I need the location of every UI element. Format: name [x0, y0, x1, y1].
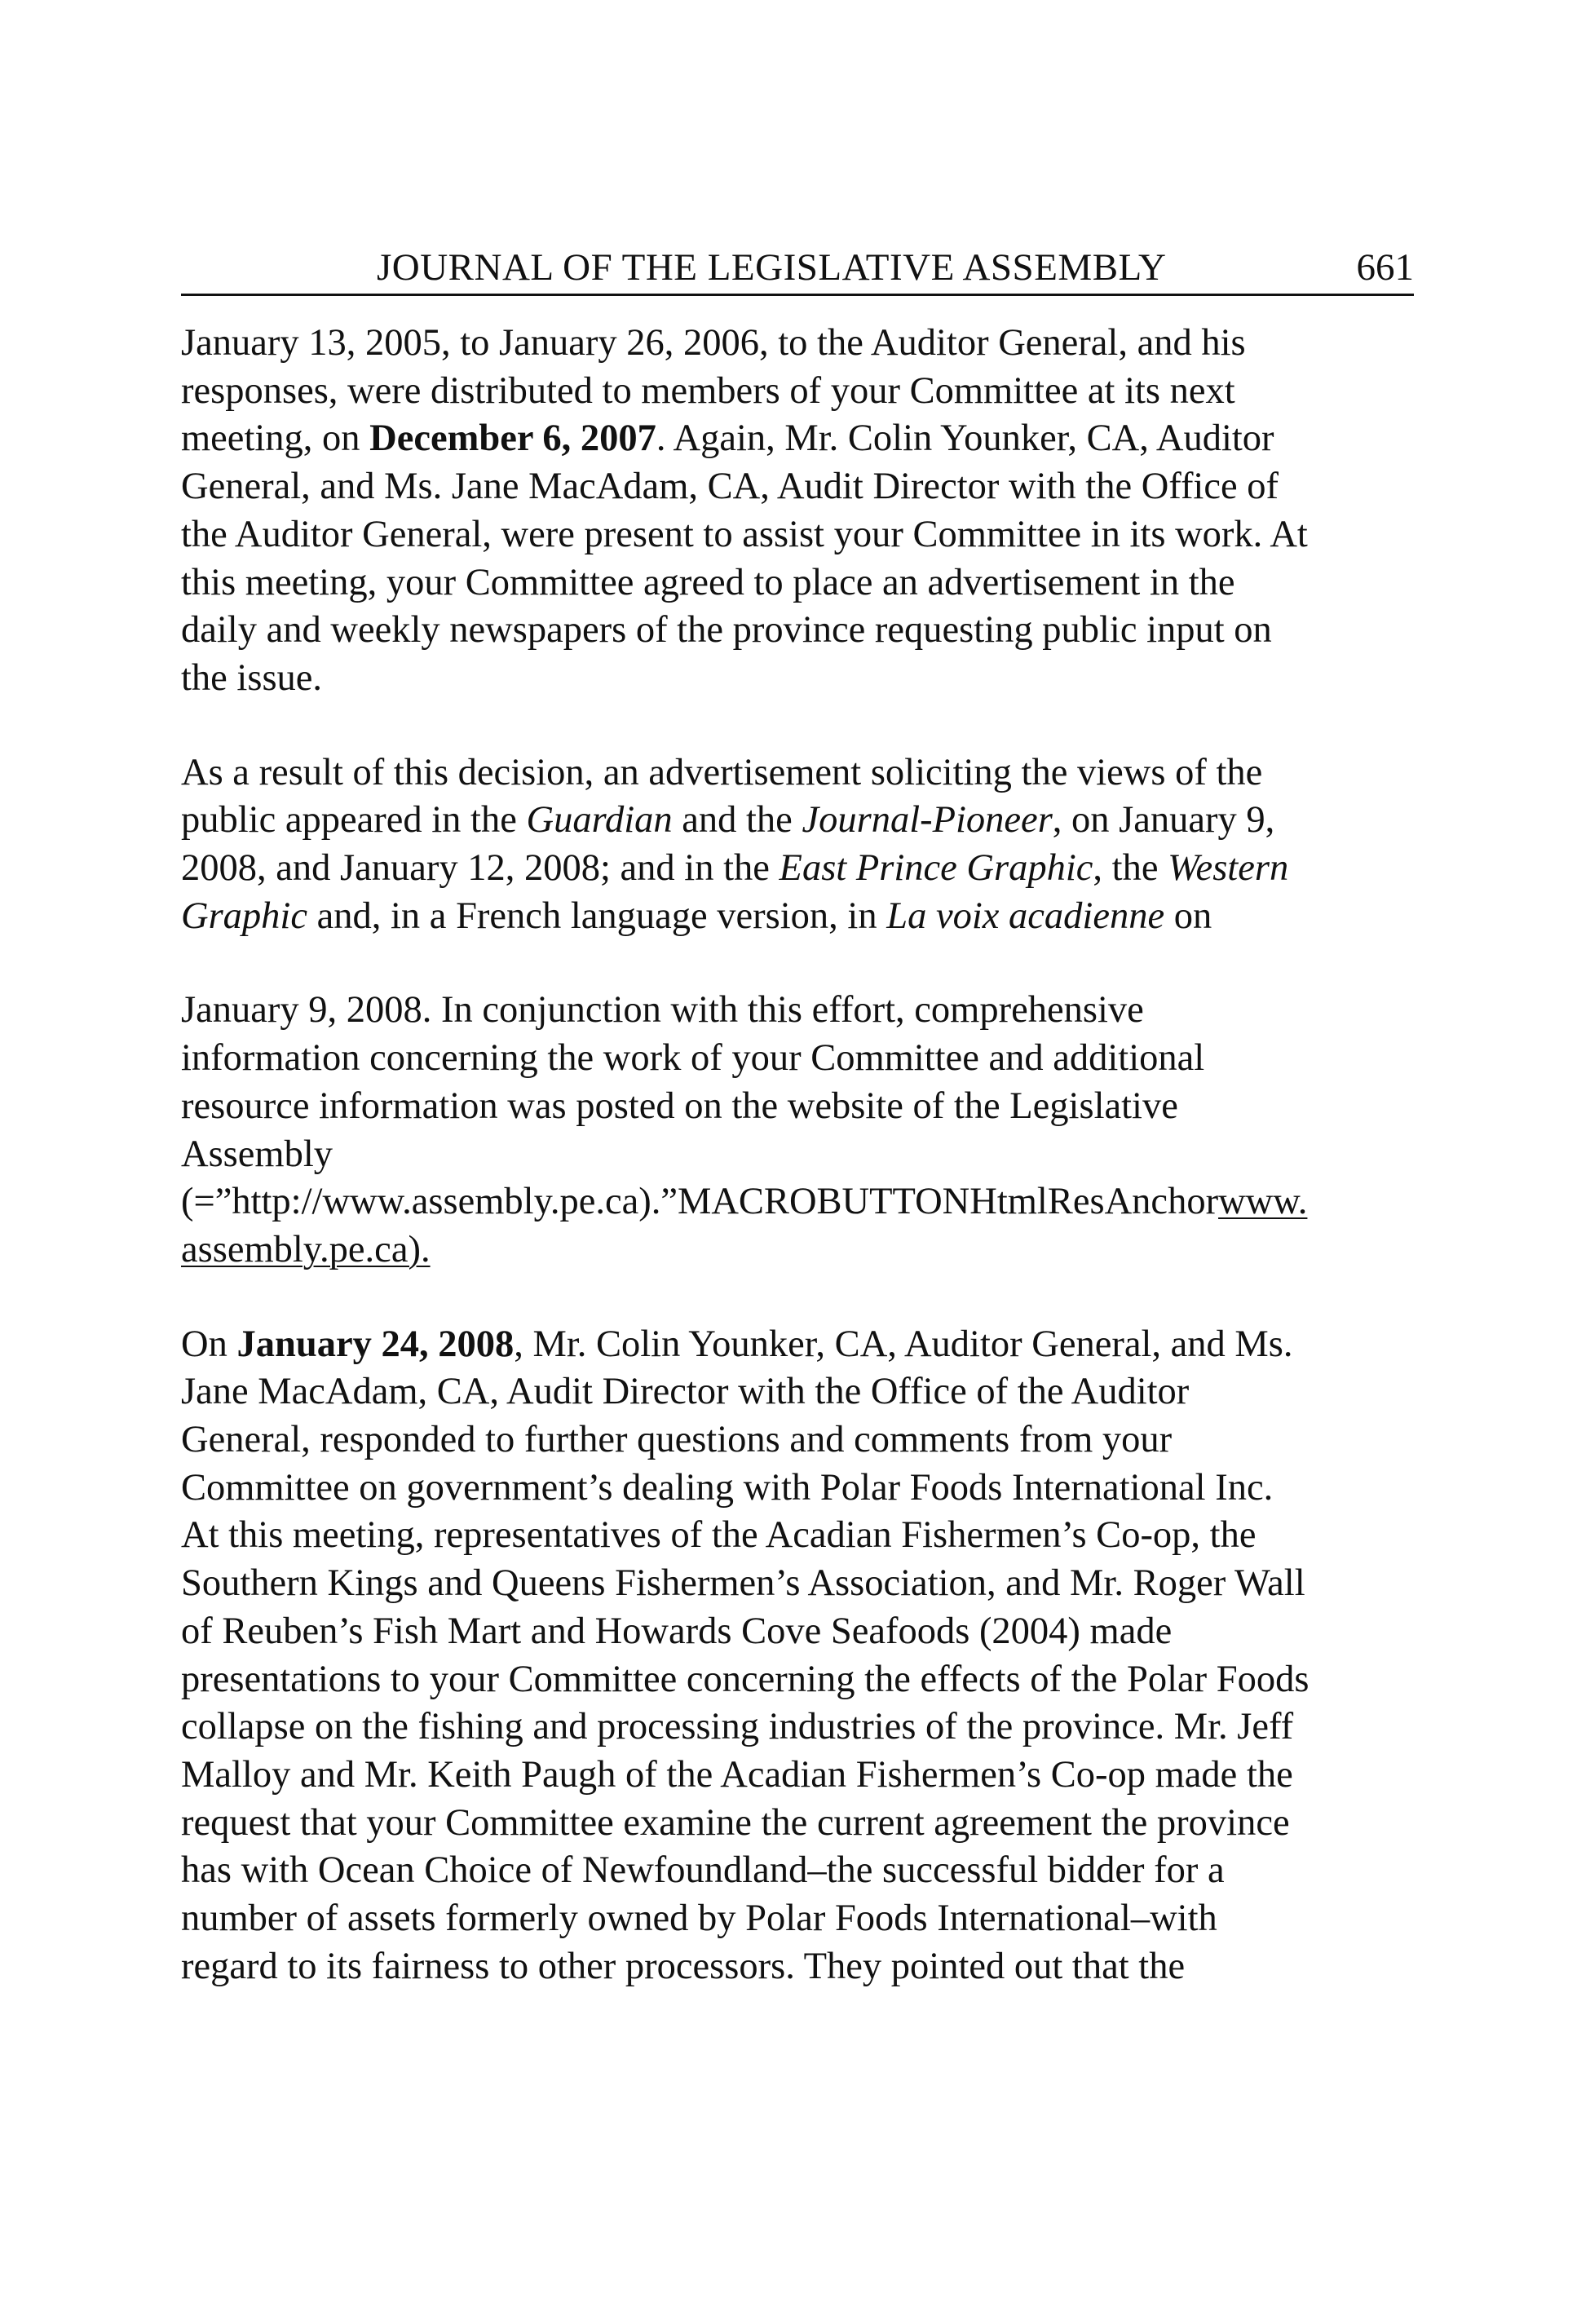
- text-line: information concerning the work of your Committee and additional: [181, 1037, 1205, 1080]
- text-line: the issue.: [181, 656, 323, 699]
- text-line: Southern Kings and Queens Fishermen’s Association, and Mr. Roger Wall: [181, 1562, 1305, 1605]
- text-line: number of assets formerly owned by Polar Foods International–with: [181, 1898, 1217, 1940]
- text-line: presentations to your Committee concerning the effects of the Polar Foods: [181, 1658, 1310, 1700]
- text-line: has with Ocean Choice of Newfoundland–the successful bidder for a: [181, 1849, 1225, 1892]
- paragraph-spacer: [181, 1275, 1420, 1321]
- text-line: January 13, 2005, to January 26, 2006, to the Auditor General, and his: [181, 322, 1246, 364]
- text-run: . Again, Mr. Colin Younker, CA, Auditor: [656, 418, 1274, 460]
- text-line: At this meeting, representatives of the Acadian Fishermen’s Co-op, the: [181, 1514, 1257, 1557]
- text-run: public appeared in the: [181, 799, 527, 842]
- text-run: On: [181, 1323, 237, 1365]
- paragraph-1: [181, 320, 1420, 703]
- text-run: and, in a French language version, in: [307, 895, 887, 937]
- text-line: [181, 415, 1420, 463]
- text-line: of Reuben’s Fish Mart and Howards Cove Seafoods (2004) made: [181, 1610, 1173, 1652]
- meeting-date-bold: December 6, 2007: [369, 418, 656, 460]
- text-line: Committee on government’s dealing with Polar Foods International Inc.: [181, 1466, 1274, 1509]
- text-line: responses, were distributed to members of your Committee at its next: [181, 369, 1235, 412]
- text-run: , on January 9,: [1052, 799, 1275, 842]
- text-line: Assembly: [181, 1133, 333, 1175]
- text-run: on: [1164, 895, 1212, 937]
- newspaper-title: East Prince Graphic: [779, 847, 1093, 890]
- newspaper-title: La voix acadienne: [886, 895, 1165, 937]
- text-line: General, responded to further questions and comments from your: [181, 1419, 1173, 1461]
- paragraph-2: [181, 749, 1420, 941]
- text-line: the Auditor General, were present to assist your Committee in its work. At: [181, 513, 1308, 555]
- text-run: , Mr. Colin Younker, CA, Auditor General, and Ms.: [514, 1323, 1293, 1365]
- body-text: [181, 320, 1420, 1991]
- text-line: this meeting, your Committee agreed to place an advertisement in the: [181, 561, 1235, 603]
- paragraph-spacer: [181, 940, 1420, 987]
- paragraph-spacer: [181, 703, 1420, 749]
- text-line: [181, 845, 1420, 893]
- newspaper-title: Western: [1168, 847, 1289, 890]
- newspaper-title: Graphic: [181, 895, 307, 937]
- paragraph-4: [181, 1321, 1420, 1991]
- text-line: collapse on the fishing and processing industries of the province. Mr. Jeff: [181, 1706, 1294, 1748]
- website-link[interactable]: www.: [1218, 1181, 1308, 1223]
- text-line: [181, 893, 1420, 941]
- running-header: [181, 243, 1414, 296]
- text-line: [181, 1178, 1420, 1226]
- text-line: [181, 1226, 1420, 1275]
- text-line: regard to its fairness to other processors. They pointed out that the: [181, 1945, 1186, 1987]
- page-number: 661: [1356, 246, 1414, 289]
- text-run: (=”http://www.assembly.pe.ca).”MACROBUTTONHtmlResAnchor: [181, 1181, 1219, 1223]
- text-line: January 9, 2008. In conjunction with this effort, comprehensive: [181, 989, 1144, 1032]
- meeting-date-bold: January 24, 2008: [236, 1323, 515, 1365]
- text-run: 2008, and January 12, 2008; and in the: [181, 847, 780, 890]
- text-line: [181, 797, 1420, 845]
- website-link[interactable]: assembly.pe.ca).: [181, 1228, 431, 1270]
- text-run: , the: [1093, 847, 1168, 890]
- text-line: daily and weekly newspapers of the province requesting public input on: [181, 609, 1272, 652]
- text-line: Jane MacAdam, CA, Audit Director with the Office of the Auditor: [181, 1371, 1190, 1413]
- journal-title: JOURNAL OF THE LEGISLATIVE ASSEMBLY: [377, 246, 1167, 289]
- text-line: [181, 1321, 1420, 1369]
- text-line: General, and Ms. Jane MacAdam, CA, Audit Director with the Office of: [181, 466, 1279, 508]
- text-run: meeting, on: [181, 418, 370, 460]
- paragraph-3: [181, 987, 1420, 1274]
- newspaper-title: Journal-Pioneer: [802, 799, 1053, 842]
- newspaper-title: Guardian: [526, 799, 673, 842]
- text-line: request that your Committee examine the current agreement the province: [181, 1801, 1290, 1844]
- text-line: As a result of this decision, an advertisement soliciting the views of the: [181, 751, 1263, 793]
- text-run: and the: [672, 799, 802, 842]
- text-line: Malloy and Mr. Keith Paugh of the Acadian Fishermen’s Co-op made the: [181, 1753, 1293, 1796]
- text-line: resource information was posted on the website of the Legislative: [181, 1085, 1178, 1127]
